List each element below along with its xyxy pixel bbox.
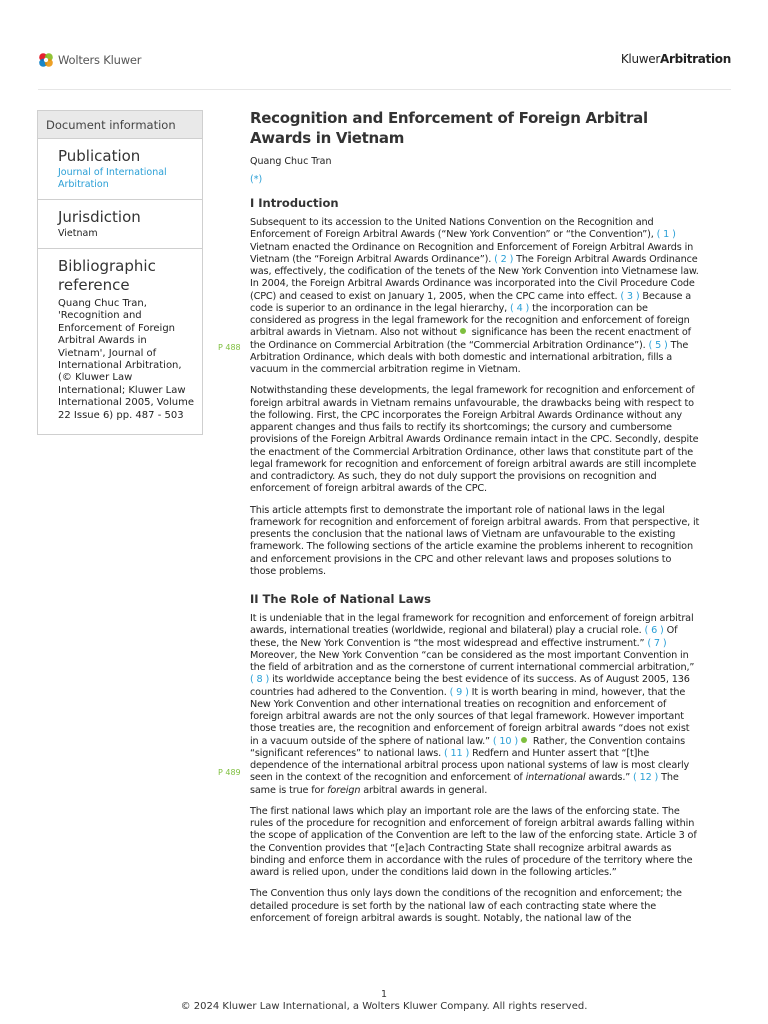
page-marker-488: P 488 [218,343,241,352]
footnote-link-9[interactable]: ( 9 ) [449,686,469,698]
wolters-kluwer-logo[interactable] [38,52,141,68]
bibliographic-reference: Quang Chuc Tran, 'Recognition and Enforcement of Foreign Arbitral Awards in Vietnam', Journal of International Arbitration, (© Kluwer Law International; Kluwer Law International 2005, Volume 22 Issue 6) pp. 487 - 503 [58,298,195,421]
text-run: Because a code is superior to an ordinance in the legal hierarchy, [250,290,692,314]
brand-bold: Arbitration [660,52,731,66]
author-footnote-link[interactable]: (*) [250,174,263,185]
text-run: its worldwide acceptance being the best evidence of its success. As of August 2005, 136 countries had adhered to the Convention. [250,674,690,698]
article-title: Recognition and Enforcement of Foreign Arbitral Awards in Vietnam [250,109,648,147]
copyright-notice: © 2024 Kluwer Law International, a Wolters Kluwer Company. All rights reserved. [180,1001,588,1012]
jurisdiction-value: Vietnam [58,228,98,239]
brand-prefix: Kluwer [620,52,660,66]
text-run: awards.” [585,772,634,784]
text-run: Moreover, the New York Convention “can be considered as the most important Convention in the field of arbitration and as the cornerstone of current international commercial arbitration,” [250,649,695,673]
bibliographic-title: Bibliographic reference [58,257,156,294]
text-run: Subsequent to its accession to the United Nations Convention on the Recognition and Enforcement of Foreign Arbitral Awards (“New York Convention” or “the Convention”), [250,217,657,241]
text-run: The same is true for [250,772,679,796]
text-run: Rather, the Convention contains “significant references” to national laws. [250,735,686,759]
text-run: It is worth bearing in mind, however, that the New York Convention and other international treaties on recognition and enforcement of foreign arbitral awards are not the only sources of that legal framework. However important those treaties are, the recognition and enforcement of foreign arbitral awards “does not exist in a vacuum outside of the sphere of national law.” [250,686,690,747]
footnote-link-12[interactable]: ( 12 ) [633,772,659,784]
publication-link[interactable]: Journal of International Arbitration [58,167,167,190]
publication-section [38,139,202,200]
text-run: the incorporation can be considered as progress in the legal framework for the recognition and enforcement of foreign arbitral awards in Vietnam. Also not without [250,302,690,339]
text-run: Redfern and Hunter assert that “[t]he dependence of the international arbitral process upon national systems of law is most clearly seen in the context of the recognition and enforcement of [250,747,690,784]
jurisdiction-section [38,200,202,249]
jurisdiction-title: Jurisdiction [58,208,141,226]
page-marker-489: P 489 [218,768,241,777]
text-run: The Foreign Arbitral Awards Ordinance was, effectively, the codification of the tenets of the New York Convention into Vietnamese law. In 2004, the Foreign Arbitral Awards Ordinance was incorporated into the Civil Procedure Code (CPC) and ceased to exist on January 1, 2005, when the CPC came into effect. [250,253,699,302]
paragraph-3: This article attempts first to demonstrate the important role of national laws in the legal framework for recognition and enforcement of foreign arbitral awards. From that perspective, it presents the conclusion that the national laws of Vietnam are unfavourable to the existing framework. The following sections of the article examine the problems inherent to recognition and enforcement provisions in the CPC and other relevant laws and proposes solutions to those problems. [250,504,700,577]
page-header [0,0,768,90]
footnote-link-3[interactable]: ( 3 ) [620,290,640,302]
document-info-panel [37,110,203,435]
footnote-link-8[interactable]: ( 8 ) [250,674,270,686]
footnote-link-6[interactable]: ( 6 ) [644,625,664,637]
footnote-link-5[interactable]: ( 5 ) [648,339,668,351]
text-run: arbitral awards in general. [360,784,488,796]
paragraph-1 [250,217,700,376]
kluwer-arbitration-brand[interactable] [621,52,731,66]
paragraph-4 [250,613,700,797]
footnote-link-7[interactable]: ( 7 ) [647,637,667,649]
page-break-dot-icon [521,737,527,743]
header-divider [38,89,731,90]
document-info-heading: Document information [38,111,202,139]
text-run: Of these, the New York Convention is “the most widespread and effective instrument.” [250,625,678,649]
footnote-link-10[interactable]: ( 10 ) [492,735,518,747]
page-break-dot-icon [460,328,466,334]
footnote-link-1[interactable]: ( 1 ) [656,229,676,241]
article-body [250,108,700,934]
text-run: The Arbitration Ordinance, which deals with both domestic and international arbitration, fills a vacuum in the commercial arbitration regime in Vietnam. [250,339,689,375]
bibliographic-section [38,249,202,434]
text-run: significance has been the recent enactment of the Ordinance on Commercial Arbitration (the “Commercial Arbitration Ordinance”). [250,327,691,351]
paragraph-6: The Convention thus only lays down the conditions of the recognition and enforcement; the detailed procedure is set forth by the national law of each contracting state where the enforcement of foreign arbitral awards is sought. Notably, the national law of the [250,888,682,924]
text-run: It is undeniable that in the legal framework for recognition and enforcement of foreign arbitral awards, international treaties (worldwide, regional and bilateral) play a crucial role. [250,613,694,637]
wolters-kluwer-logo-icon [38,52,54,68]
paragraph-5: The first national laws which play an important role are the laws of the enforcing state. The rules of the procedure for recognition and enforcement of foreign arbitral awards falling within the scope of application of the Convention are left to the law of the enforcing state. Article 3 of the Convention provides that “[e]ach Contracting State shall recognize arbitral awards as binding and enforce them in accordance with the rules of procedure of the territory where the award is relied upon, under the conditions laid down in the following articles.” [250,805,697,878]
page-number: 1 [380,989,388,1000]
footnote-link-11[interactable]: ( 11 ) [443,747,470,759]
text-run-italic: foreign [327,784,361,796]
section-heading-national-laws: II The Role of National Laws [250,592,431,606]
text-run-italic: international [525,772,586,784]
text-run: Vietnam enacted the Ordinance on Recognition and Enforcement of Foreign Arbitral Awards in Vietnam (the “Foreign Arbitral Awards Ordinance”). [250,241,694,265]
article-author: Quang Chuc Tran [250,156,332,167]
publication-title: Publication [58,147,141,165]
section-heading-introduction: I Introduction [250,196,339,210]
logo-text: Wolters Kluwer [58,53,142,67]
paragraph-2: Notwithstanding these developments, the legal framework for recognition and enforcement of foreign arbitral awards in Vietnam remains unfavourable, the drawbacks being with respect to the following. First, the CPC incorporates the Foreign Arbitral Awards Ordinance without any apparent changes and thus fails to rectify its shortcomings; the cursory and cumbersome provisions of the Foreign Arbitral Awards Ordinance remain intact in the CPC. Secondly, despite the enactment of the Commercial Arbitration Ordinance, other laws that constitute part of the legal framework for recognition and enforcement of foreign arbitral awards are still incomplete and contradictory. As such, they do not duly support the provisions on recognition and enforcement of foreign arbitral awards of the CPC. [250,385,699,495]
footnote-link-4[interactable]: ( 4 ) [510,302,530,314]
footnote-link-2[interactable]: ( 2 ) [494,253,514,265]
